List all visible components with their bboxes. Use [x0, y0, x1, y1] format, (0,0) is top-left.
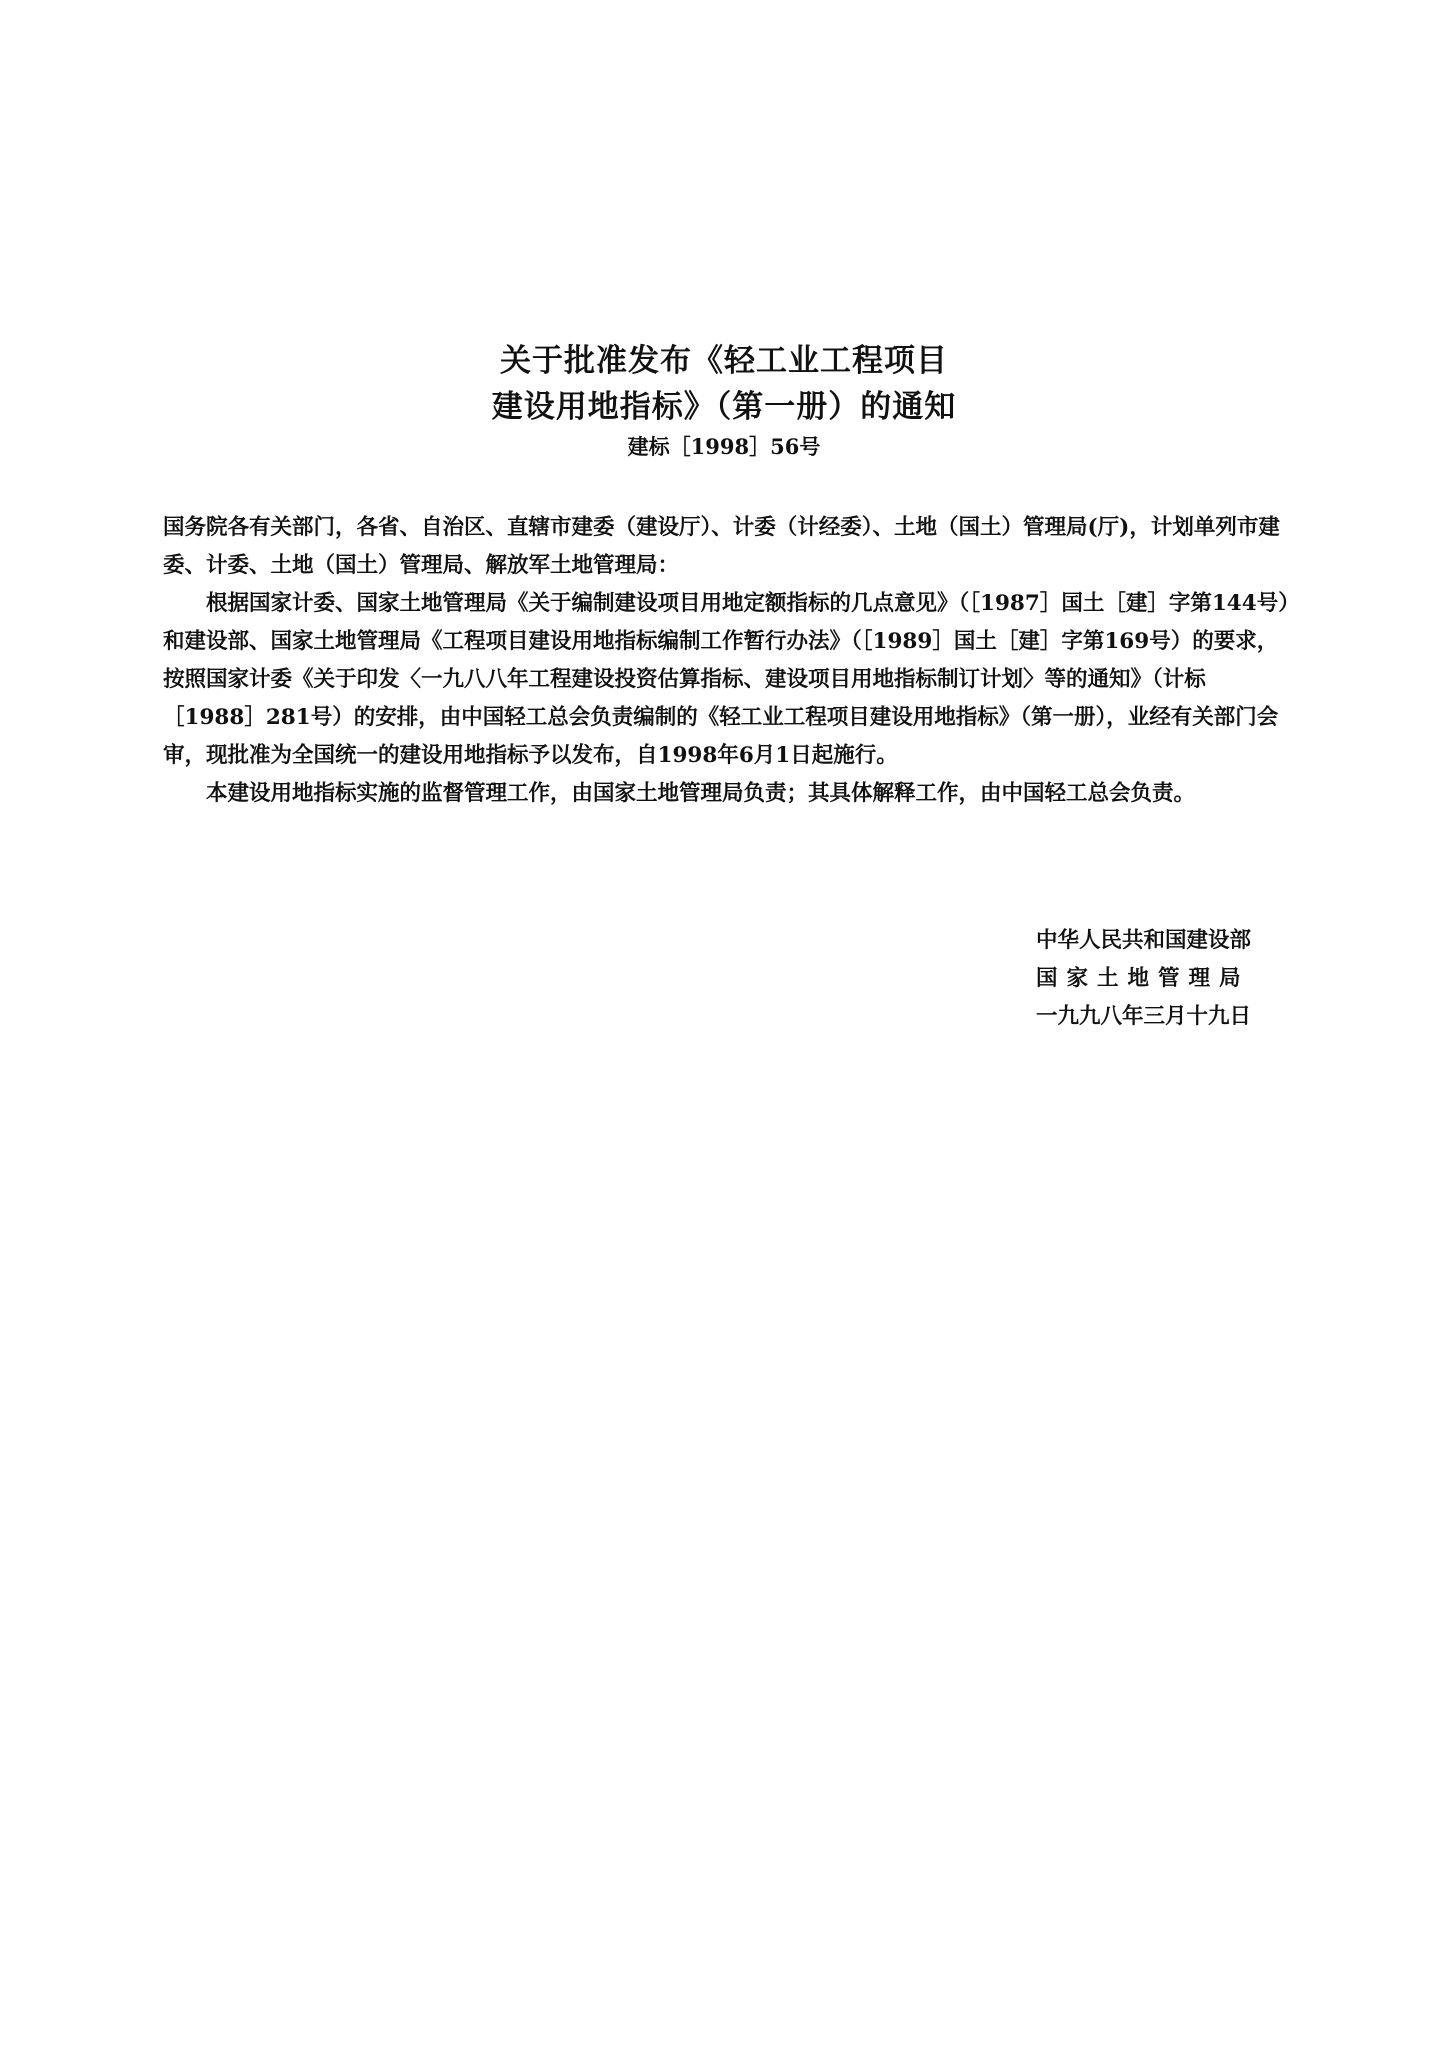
issuer-ministry: 中华人民共和国建设部 — [1036, 928, 1252, 953]
addressee: 国务院各有关部门，各省、自治区、直辖市建委（建设厅）、计委（计经委）、土地（国土）管理局(厅)，计划单列市建委、计委、土地（国土）管理局、解放军土地管理局： — [163, 515, 1280, 578]
signature-block — [1036, 922, 1306, 1036]
title-line-2: 建设用地指标》（第一册）的通知 — [491, 389, 957, 425]
issuer-bureau: 国家土地管理局 — [1036, 966, 1250, 991]
title-block — [0, 338, 1448, 462]
paragraph-2: 本建设用地指标实施的监督管理工作，由国家土地管理局负责；其具体解释工作，由中国轻工总会负责。 — [206, 781, 1196, 806]
title-line-1: 关于批准发布《轻工业工程项目 — [500, 343, 948, 379]
document-number: 建标［1998］56号 — [627, 434, 821, 459]
paragraph-1: 根据国家计委、国家土地管理局《关于编制建设项目用地定额指标的几点意见》（［1987］国土［建］字第144号）和建设部、国家土地管理局《工程项目建设用地指标编制工作暂行办法》（［1989］国土［建］字第169号）的要求，按照国家计委《关于印发〈一九八八年工程建设投资估算指标、建设项目用地指标制订计划〉等的通知》（计标［1988］281号）的安排，由中国轻工总会负责编制的《轻工业工程项目建设用地指标》（第一册），业经有关部门会审，现批准为全国统一的建设用地指标予以发布，自1998年6月1日起施行。 — [163, 591, 1289, 768]
document-body — [163, 509, 1293, 813]
issue-date: 一九九八年三月十九日 — [1036, 1004, 1252, 1029]
